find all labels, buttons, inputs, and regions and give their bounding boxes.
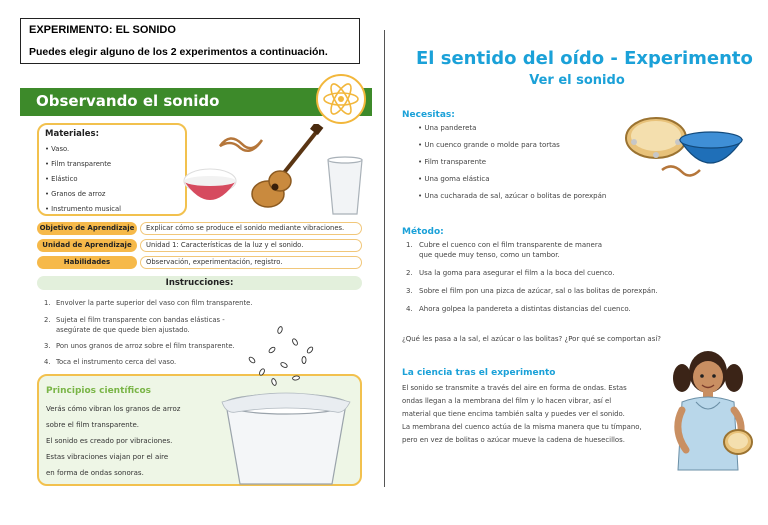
experiment-title: El sentido del oído - Experimento [416,48,753,69]
reflection-question: ¿Qué les pasa a la sal, el azúcar o las bolitas? ¿Por qué se comportan así? [402,335,661,343]
glass-icon [328,157,362,214]
rubber-band-icon [662,166,700,175]
method-step: 3. Sobre el film pon una pizca de azúcar, sal o las bolitas de porexpán. [406,287,658,295]
atom-icon [316,74,366,124]
material-item: • Vaso. [45,145,70,153]
principles-title: Principios científicos [46,386,152,396]
rice-grains-icon [248,326,314,386]
worksheet-title: EXPERIMENTO: EL SONIDO [29,24,176,36]
instruction-step: 3. Pon unos granos de arroz sobre el film transparente. [44,342,235,350]
needs-item: • Una goma elástica [418,175,490,183]
material-item: • Elástico [45,175,78,183]
needs-title: Necesitas: [402,110,455,120]
skills-label: Habilidades [37,256,137,269]
worksheet-instructions: Puedes elegir alguno de los 2 experimentos a continuación. [29,46,328,58]
bowl-icon [680,132,742,163]
glass-with-film-icon [222,393,350,484]
card-title: Observando el sonido [36,92,220,110]
instruction-step: 1. Envolver la parte superior del vaso con film transparente. [44,299,253,307]
guitar-icon [252,124,323,207]
method-title: Método: [402,227,444,237]
girl-with-tambourine-illustration [668,348,758,498]
experiment-subtitle: Ver el sonido [529,73,625,88]
material-item: • Granos de arroz [45,190,106,198]
method-step: 1. Cubre el cuenco con el film transparente de manera que quede muy tenso, como un tambor. [406,241,603,259]
materials-title: Materiales: [45,129,100,139]
rice-bowl-icon [184,169,236,200]
science-line: La membrana del cuenco actúa de la misma manera que tu tímpano, [402,423,642,431]
method-step: 4. Ahora golpea la pandereta a distintas distancias del cuenco. [406,305,631,313]
needs-item: • Una pandereta [418,124,477,132]
skills-value: Observación, experimentación, registro. [140,256,362,269]
materials-box [37,123,187,216]
instruction-step: 4. Toca el instrumento cerca del vaso. [44,358,177,366]
rice-glass-illustration [212,320,362,488]
instructions-title: Instrucciones: [37,276,362,290]
tambourine-icon [724,430,752,454]
method-step: 2. Usa la goma para asegurar el film a la boca del cuenco. [406,269,615,277]
unit-label: Unidad de Aprendizaje [37,239,137,252]
principles-line: El sonido es creado por vibraciones. [46,437,173,445]
instruction-step: 2. Sujeta el film transparente con bandas elásticas - asegúrate de que quede bien ajustado. [44,316,225,334]
page-divider [384,30,385,487]
objective-label: Objetivo de Aprendizaje [37,222,137,235]
science-line: pero en vez de bolitas o azúcar mueve la cadena de huesecillos. [402,436,625,444]
materials-illustration [180,124,370,219]
unit-value: Unidad 1: Características de la luz y el sonido. [140,239,362,252]
elastic-band-icon [220,138,262,150]
tambourine-icon [626,118,686,158]
material-item: • Film transparente [45,160,112,168]
needs-item: • Una cucharada de sal, azúcar o bolitas de porexpán [418,192,607,200]
principles-line: Estas vibraciones viajan por el aire [46,453,169,461]
science-line: El sonido se transmite a través del aire en forma de ondas. Estas [402,384,627,392]
science-line: ondas llegan a la membrana del film y lo hacen vibrar, así el [402,397,612,405]
tambourine-bowl-illustration [624,112,746,194]
science-line: material que tiene encima también salta y puedes ver el sonido. [402,410,625,418]
science-title: La ciencia tras el experimento [402,368,556,378]
needs-item: • Film transparente [418,158,487,166]
worksheet-header [20,18,360,64]
needs-item: • Un cuenco grande o molde para tortas [418,141,560,149]
principles-line: Verás cómo vibran los granos de arroz [46,405,181,413]
principles-line: en forma de ondas sonoras. [46,469,144,477]
objective-value: Explicar cómo se produce el sonido mediante vibraciones. [140,222,362,235]
material-item: • Instrumento musical [45,205,122,213]
principles-line: sobre el film transparente. [46,421,139,429]
